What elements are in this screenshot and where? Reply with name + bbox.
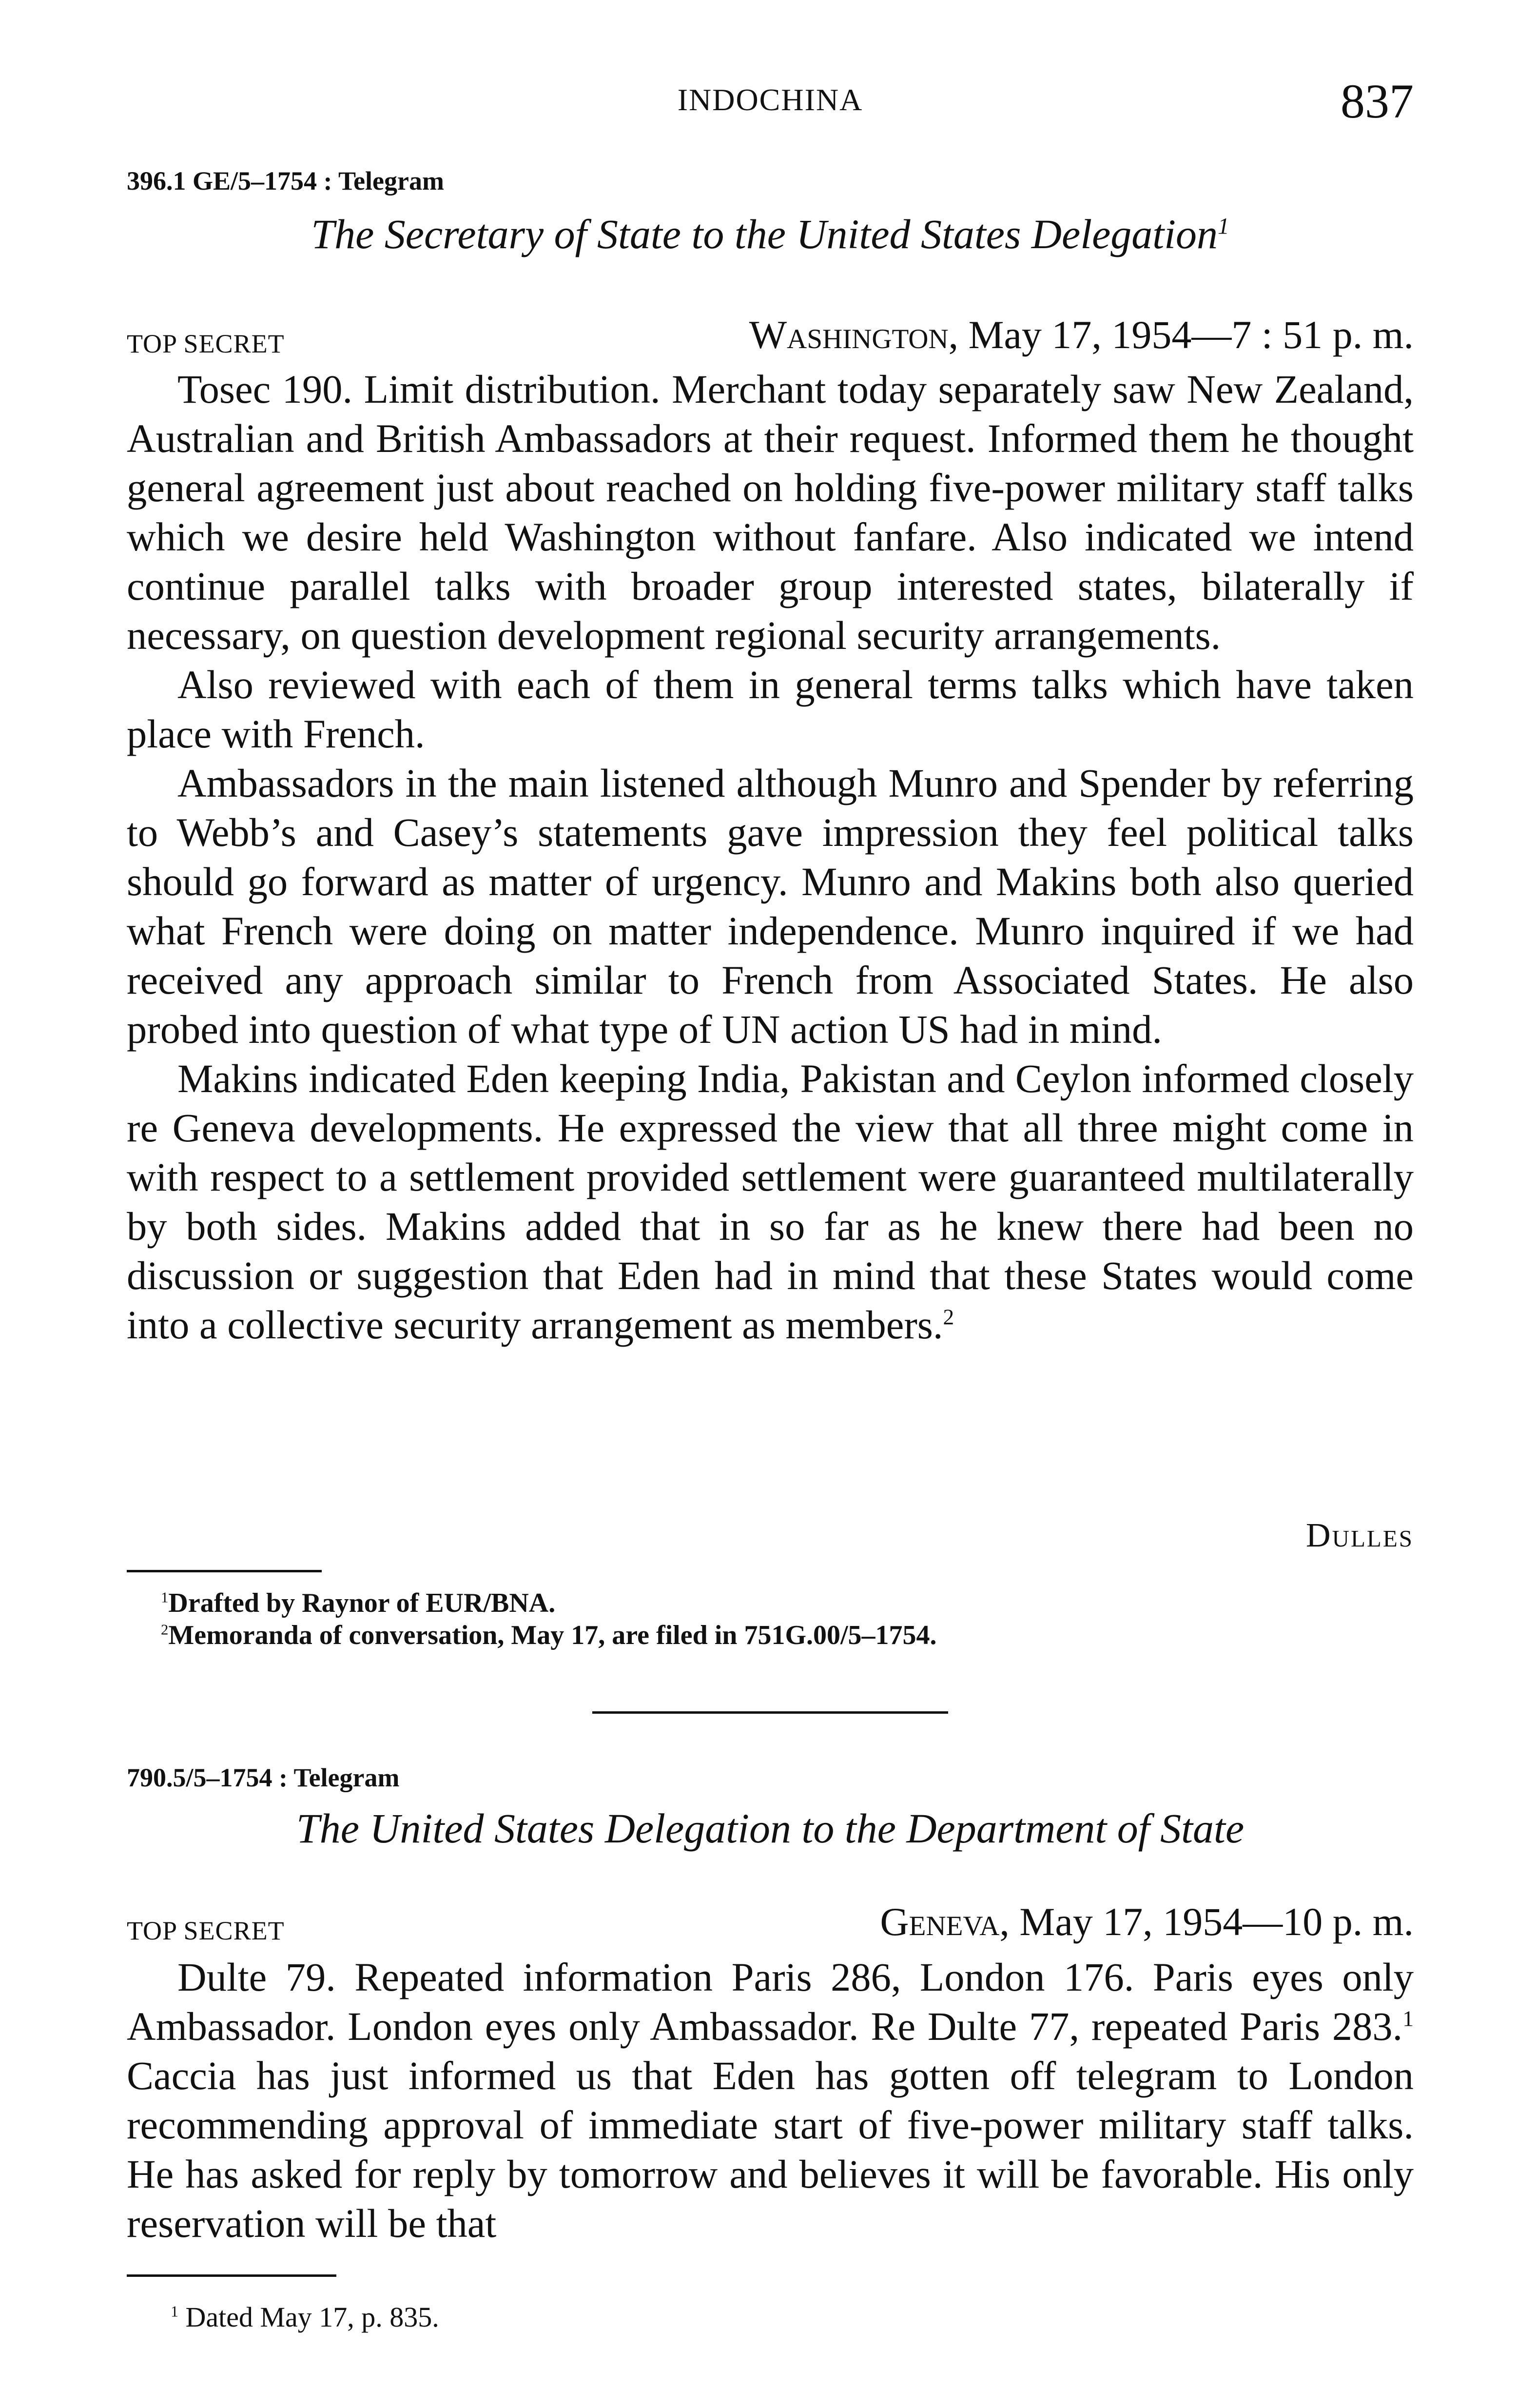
footnote-rule-container bbox=[127, 2274, 1414, 2277]
page-number: 837 bbox=[1341, 74, 1414, 128]
paragraph-text: Dulte 79. Repeated information Paris 286, London 176. Paris eyes only Ambassador. London eyes only Ambassador. Re Dulte 77, repeated Paris 283. bbox=[127, 1955, 1414, 2049]
footnote-rule-container bbox=[127, 1570, 1414, 1572]
footnote-mark: 1 bbox=[1402, 2006, 1414, 2031]
footnote-number: 1 bbox=[161, 1589, 169, 1606]
heading-text: The Secretary of State to the United States Delegation bbox=[311, 211, 1218, 257]
footnote-mark: 2 bbox=[943, 1305, 954, 1330]
paragraph bbox=[127, 1054, 1414, 1350]
footnotes bbox=[127, 2301, 1414, 2333]
dateline-city: Washington bbox=[749, 313, 949, 357]
file-reference: 790.5/5–1754 : Telegram bbox=[127, 1763, 400, 1792]
footnotes bbox=[127, 1587, 1414, 1651]
dateline-date: , May 17, 1954—7 : 51 p. m. bbox=[948, 313, 1414, 357]
paragraph-text: Makins indicated Eden keeping India, Pakistan and Ceylon informed closely re Geneva developments. He expressed the view that all three might come in with respect to a settlement provided settlement were guaranteed multilaterally by both sides. Makins added that in so far as he knew there had been no discussion or suggestion that Eden had in mind that these States would come into a collective security arrangement as members. bbox=[127, 1056, 1414, 1347]
classification: TOP SECRET bbox=[127, 329, 285, 358]
classification: TOP SECRET bbox=[127, 1916, 285, 1945]
meta-row bbox=[127, 312, 1414, 366]
file-reference: 396.1 GE/5–1754 : Telegram bbox=[127, 166, 444, 196]
dateline-city: Geneva bbox=[880, 1899, 1000, 1944]
dateline-date: , May 17, 1954—10 p. m. bbox=[999, 1899, 1414, 1944]
footnote-text: Drafted by Raynor of EUR/BNA. bbox=[168, 1588, 556, 1618]
document-heading bbox=[127, 210, 1414, 258]
paragraph-text: Caccia has just informed us that Eden has gotten off telegram to London recommending approval of immediate start of five-power military staff talks. He has asked for reply by tomorrow and believes it will be favorable. His only reservation will be that bbox=[127, 2053, 1414, 2246]
footnote-rule bbox=[127, 2274, 336, 2277]
footnote-number: 2 bbox=[161, 1621, 169, 1638]
dateline bbox=[880, 1899, 1414, 1945]
footnote-text: Memoranda of conversation, May 17, are filed in 751G.00/5–1754. bbox=[168, 1620, 937, 1650]
telegram-body bbox=[127, 1953, 1414, 2248]
footnote-rule bbox=[127, 1570, 322, 1572]
running-title: INDOCHINA bbox=[677, 82, 863, 117]
running-head bbox=[127, 73, 1414, 141]
paragraph: Ambassadors in the main listened although Munro and Spender by referring to Webb’s and Casey’s statements gave impression they feel political talks should go forward as matter of urgency. Munro and Makins both also queried what French were doing on matter independence. Munro inquired if we had received any approach similar to French from Associated States. He also probed into question of what type of UN action US had in mind. bbox=[127, 761, 1414, 1052]
dateline bbox=[749, 312, 1414, 358]
signature-name: Dulles bbox=[1306, 1517, 1414, 1554]
document-heading: The United States Delegation to the Department of State bbox=[296, 1805, 1244, 1852]
paragraph bbox=[127, 1953, 1414, 2248]
footnote-text: Dated May 17, p. 835. bbox=[185, 2301, 439, 2333]
footnote bbox=[127, 1619, 1414, 1651]
telegram-body bbox=[127, 365, 1414, 1350]
heading-footnote-mark: 1 bbox=[1218, 214, 1229, 239]
footnote bbox=[127, 1587, 1414, 1619]
footnote bbox=[127, 2301, 1414, 2333]
signature bbox=[127, 1516, 1414, 1555]
section-separator-container bbox=[127, 1711, 1414, 1714]
paragraph: Also reviewed with each of them in general terms talks which have taken place with French. bbox=[127, 662, 1414, 756]
footnote-number: 1 bbox=[171, 2303, 178, 2320]
meta-row bbox=[127, 1899, 1414, 1953]
paragraph: Tosec 190. Limit distribution. Merchant today separately saw New Zealand, Australian and British Ambassadors at their request. Informed them he thought general agreement just about reached on holding five-power military staff talks which we desire held Washington without fanfare. Also indicated we intend continue parallel talks with broader group interested states, bilaterally if necessary, on question development regional security arrangements. bbox=[127, 367, 1414, 658]
section-separator bbox=[592, 1711, 948, 1714]
